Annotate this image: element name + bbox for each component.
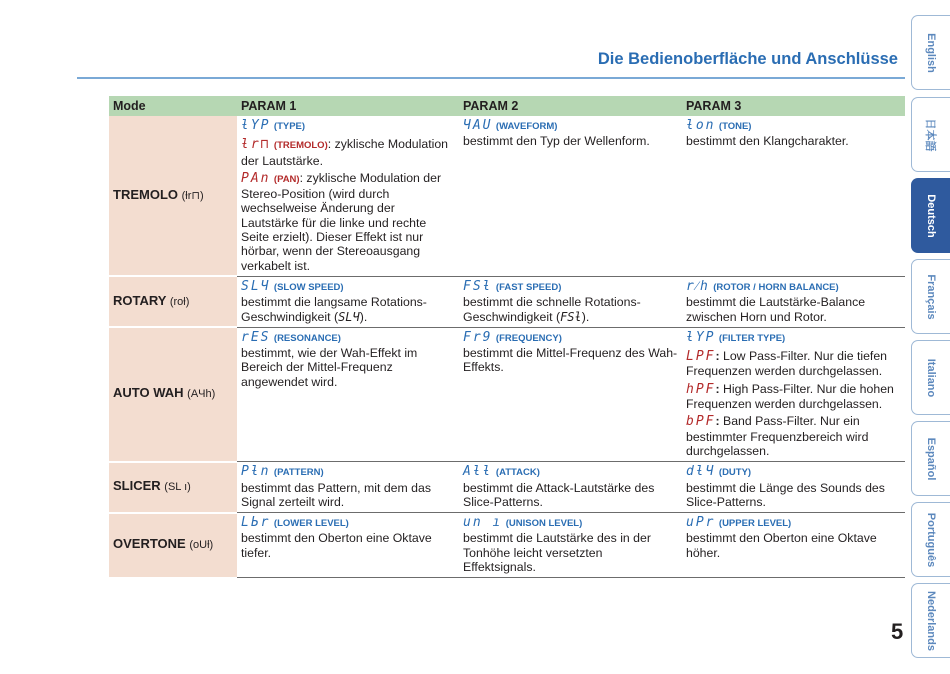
mode-cell: [109, 276, 237, 327]
mode-name: TREMOLO: [113, 186, 178, 202]
tab-espanol[interactable]: Español: [911, 421, 950, 496]
option-code: hPF: [686, 381, 716, 397]
tab-portugues[interactable]: Português: [911, 502, 950, 577]
mode-code: (oUƚ): [189, 539, 214, 552]
param-code: Aƚƚ: [463, 464, 493, 480]
param-code: ƚYP: [241, 118, 271, 133]
param3-cell: [682, 513, 905, 578]
option-hpf: hPF: High Pass-Filter. Nur die hohen Frequenzen werden durchgelassen.: [686, 381, 894, 412]
param-code: ƚYP: [686, 329, 716, 345]
param1-cell: [237, 116, 459, 276]
option-desc: Low Pass-Filter. Nur die tiefen Frequenzen werden durchgelassen.: [686, 349, 888, 379]
tab-japanese[interactable]: 日本語: [911, 97, 950, 172]
inline-code: FSƚ: [560, 309, 582, 324]
option-desc: : zyklische Modulation der Stereo-Position (wird durch wechselweise Änderung der Lautstärke für die linke und rechte Seite erzielt). Dieser Effekt ist nur hörbar, wenn der Stereoausgang verkabelt ist.: [241, 170, 442, 273]
param-label: (FILTER TYPE): [718, 332, 786, 344]
mode-cell: [109, 513, 237, 578]
param2-cell: [459, 276, 682, 327]
param2-cell: [459, 462, 682, 513]
option-bpf: bPF: Band Pass-Filter. Nur ein bestimmter Frequenzbereich wird durchgelassen.: [686, 414, 869, 458]
param2-cell: [459, 116, 682, 276]
param3-cell: [682, 327, 905, 461]
param-code: FSƚ: [463, 278, 493, 294]
table-row-tremolo: [109, 116, 905, 276]
param-code: LЬr: [241, 515, 271, 531]
header-param1: PARAM 1: [237, 96, 459, 116]
page-title: Die Bedienoberfläche und Anschlüsse: [597, 50, 898, 68]
header-mode: Mode: [109, 96, 237, 116]
param-label: (PATTERN): [273, 467, 324, 479]
option-desc: : zyklische Modulation der Lautstärke.: [241, 137, 449, 168]
page-number: 5: [891, 619, 904, 644]
table-row-rotary: [109, 276, 905, 327]
option-pan: [241, 171, 455, 273]
param2-cell: [459, 513, 682, 578]
mode-cell: [109, 116, 237, 276]
param1-cell: [237, 513, 459, 578]
tab-nederlands[interactable]: Nederlands: [911, 583, 950, 658]
mode-name: OVERTONE: [113, 536, 186, 552]
tab-deutsch[interactable]: Deutsch: [911, 178, 950, 253]
param-code: dƚЧ: [686, 464, 716, 480]
param-label: (RESONANCE): [273, 332, 341, 344]
param-desc: bestimmt den Oberton eine Oktave tiefer.: [241, 531, 432, 560]
option-code: LPF: [686, 349, 716, 365]
param-code: ЧAU: [463, 118, 493, 133]
header-param3: PARAM 3: [682, 96, 905, 116]
param-label: (TONE): [718, 121, 752, 132]
mode-name: ROTARY: [113, 292, 167, 308]
table-row-overtone: [109, 513, 905, 578]
param-label: (LOWER LEVEL): [273, 518, 349, 530]
option-lpf: LPF: Low Pass-Filter. Nur die tiefen Frequenzen werden durchgelassen.: [686, 349, 888, 379]
param-code: r⁄h: [686, 278, 710, 294]
option-desc: High Pass-Filter. Nur die hohen Frequenzen werden durchgelassen.: [686, 381, 894, 412]
option-tremolo: [241, 137, 455, 168]
option-label: (TREMOLO): [273, 140, 328, 152]
param2-cell: [459, 327, 682, 461]
param1-cell: [237, 462, 459, 513]
param-label: (ROTOR / HORN BALANCE): [713, 281, 839, 293]
param-desc: bestimmt, wie der Wah-Effekt im Bereich der Mittel-Frequenz angewendet wird.: [241, 346, 418, 389]
param-code: rES: [241, 329, 271, 345]
header-rule: [77, 77, 905, 79]
mode-code: (roƚ): [169, 295, 190, 308]
param-desc: bestimmt die Lautstärke des in der Tonhöhe leicht versetzten Effektsignals.: [463, 531, 651, 575]
option-label: (PAN): [273, 173, 300, 185]
param-desc: bestimmt die Lautstärke-Balance zwischen Horn und Rotor.: [686, 295, 866, 324]
param-code: Fr9: [463, 329, 493, 345]
param-label: (FAST SPEED): [495, 281, 562, 293]
param-desc: bestimmt die langsame Rotations-Geschwindigkeit (SLЧ).: [241, 295, 427, 324]
param-label: (UNISON LEVEL): [505, 518, 583, 530]
option-desc: Band Pass-Filter. Nur ein bestimmter Frequenzbereich wird durchgelassen.: [686, 414, 869, 458]
param-label: (ATTACK): [495, 467, 540, 479]
param-desc: bestimmt die Attack-Lautstärke des Slice-Patterns.: [463, 480, 655, 509]
param-code: Pƚn: [241, 464, 271, 480]
table-row-slicer: [109, 462, 905, 513]
mode-code: (ƚr⊓): [181, 189, 204, 202]
param-label: (TYPE): [273, 121, 306, 132]
param3-cell: [682, 276, 905, 327]
param-desc: bestimmt die Länge des Sounds des Slice-Patterns.: [686, 480, 885, 509]
param-label: (DUTY): [718, 467, 752, 479]
mode-cell: [109, 462, 237, 513]
mode-code: (AЧh): [187, 388, 216, 401]
option-code: bPF: [686, 414, 716, 430]
tab-english[interactable]: English: [911, 15, 950, 90]
param-code: un ı: [463, 515, 503, 531]
option-code: ƚr⊓: [241, 137, 271, 153]
param-code: uPr: [686, 515, 716, 531]
table-row-autowah: [109, 327, 905, 461]
param3-cell: [682, 462, 905, 513]
param-desc: bestimmt den Klangcharakter.: [686, 134, 849, 149]
param3-cell: [682, 116, 905, 276]
mode-name: SLICER: [113, 478, 161, 494]
param1-cell: [237, 327, 459, 461]
param-desc: bestimmt den Oberton eine Oktave höher.: [686, 531, 877, 560]
param-code: ƚon: [686, 118, 716, 133]
param-label: (UPPER LEVEL): [718, 518, 792, 530]
tab-francais[interactable]: Français: [911, 259, 950, 334]
option-code: PAn: [241, 170, 271, 186]
param-desc: bestimmt das Pattern, mit dem das Signal zerteilt wird.: [241, 480, 431, 509]
inline-code: SLЧ: [338, 309, 360, 324]
header-param2: PARAM 2: [459, 96, 682, 116]
param-label: (SLOW SPEED): [273, 281, 344, 293]
param-label: (FREQUENCY): [495, 332, 562, 344]
param-label: (WAVEFORM): [495, 121, 558, 132]
mode-cell: [109, 327, 237, 461]
param-code: SLЧ: [241, 278, 271, 294]
param1-cell: [237, 276, 459, 327]
mode-parameter-table: [109, 96, 905, 579]
tab-italiano[interactable]: Italiano: [911, 340, 950, 415]
param-desc: bestimmt den Typ der Wellenform.: [463, 134, 650, 149]
table-header-row: [109, 96, 905, 116]
param-desc: bestimmt die schnelle Rotations-Geschwindigkeit (FSƚ).: [463, 295, 641, 324]
mode-code: (SL ı): [164, 481, 191, 494]
param-desc: bestimmt die Mittel-Frequenz des Wah-Effekts.: [463, 346, 678, 375]
mode-name: AUTO WAH: [113, 385, 184, 401]
